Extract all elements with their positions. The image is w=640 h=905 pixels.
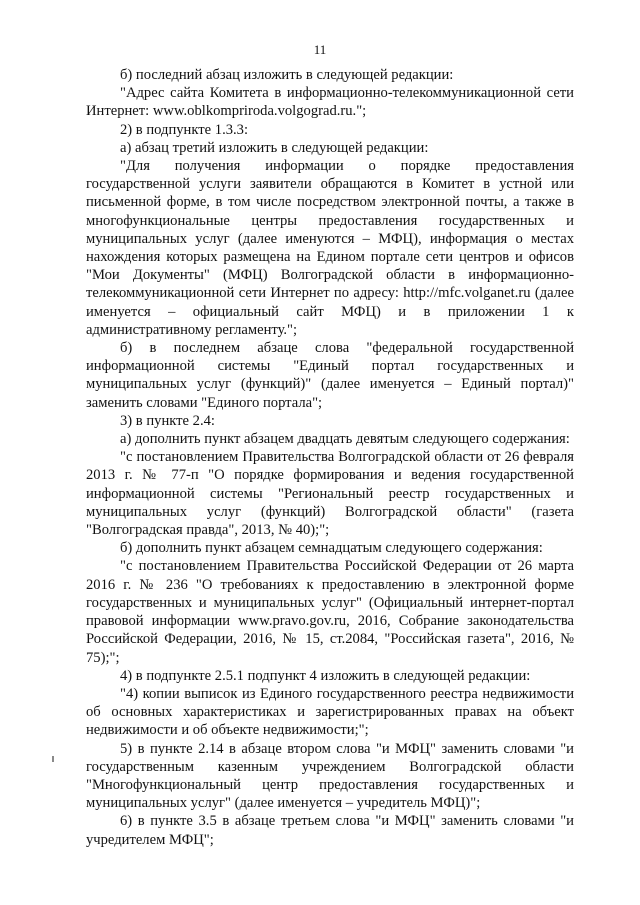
paragraph-8: а) дополнить пункт абзацем двадцать девятым следующего содержания: <box>120 431 570 448</box>
paragraph-4: а) абзац третий изложить в следующей редакции: <box>120 139 429 156</box>
paragraph-9: "с постановлением Правительства Волгоградской области от 26 февраля 2013 г. № 77-п "О порядке формирования и ведения государственной информационной системы "Региональный реестр государственных и муниципальных услуг (функций) Волгоградской области" (газета "Волгоградская правда", 2013, № 40);"; <box>86 449 574 539</box>
paragraph-15: 6) в пункте 3.5 в абзаце третьем слова "и МФЦ" заменить словами "и учредителем МФЦ"; <box>86 813 574 848</box>
page-number: 11 <box>313 42 327 57</box>
paragraph-2: "Адрес сайта Комитета в информационно-телекоммуникационной сети Интернет: www.oblkompriroda.volgograd.ru."; <box>86 85 574 120</box>
paragraph-5: "Для получения информации о порядке предоставления государственной услуги заявители обращаются в Комитет в устной или письменной форме, в том числе посредством электронной почты, а также в многофункциональные центры предоставления государственных и муниципальных услуг (далее именуются – МФЦ), информация о местах нахождения которых размещена на Едином портале сети центров и офисов "Мои Документы" (МФЦ) Волгоградской области в информационно-телекоммуникационной сети Интернет по адресу: http://mfc.volganet.ru (далее именуется – официальный сайт МФЦ) и в приложении 1 к административному регламенту."; <box>86 158 574 338</box>
paragraph-10: б) дополнить пункт абзацем семнадцатым следующего содержания: <box>120 540 543 557</box>
paragraph-14: 5) в пункте 2.14 в абзаце втором слова "и МФЦ" заменить словами "и государственным казенным учреждением Волгоградской области "Многофункциональный центр предоставления государственных и муниципальных услуг" (далее именуется – учредитель МФЦ)"; <box>86 740 574 812</box>
paragraph-3: 2) в подпункте 1.3.3: <box>120 121 249 138</box>
paragraph-7: 3) в пункте 2.4: <box>120 412 215 429</box>
paragraph-6: б) в последнем абзаце слова "федеральной государственной информационной системы "Единый портал государственных и муниципальных услуг (функций)" (далее именуется – Единый портал)" заменить словами "Единого портала"; <box>86 340 574 411</box>
document-body <box>86 66 574 849</box>
paragraph-11: "с постановлением Правительства Российской Федерации от 26 марта 2016 г. № 236 "О требованиях к предоставлению в электронной форме государственных и муниципальных услуг" (Официальный интернет-портал правовой информации www.pravo.gov.ru, 2016, Собрание законодательства Российской Федерации, 2016, № 15, ст.2084, "Российская газета", 2016, № 75);"; <box>86 558 574 666</box>
paragraph-1: б) последний абзац изложить в следующей редакции: <box>120 67 454 83</box>
scan-mark <box>52 756 54 762</box>
paragraph-12: 4) в подпункте 2.5.1 подпункт 4 изложить в следующей редакции: <box>120 667 531 684</box>
paragraph-13: "4) копии выписок из Единого государственного реестра недвижимости об основных характеристиках и зарегистрированных правах на объект недвижимости и об объекте недвижимости;"; <box>86 685 574 739</box>
